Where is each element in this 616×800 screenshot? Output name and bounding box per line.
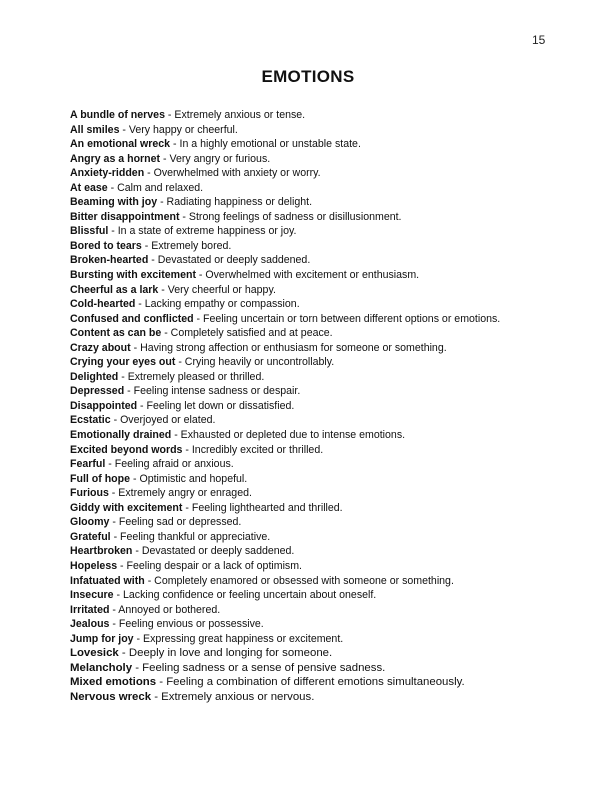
entry-separator: - bbox=[182, 443, 192, 456]
entry-definition: Extremely angry or enraged. bbox=[118, 487, 252, 500]
entry-separator: - bbox=[156, 676, 167, 689]
entry-term: At ease bbox=[70, 181, 108, 194]
entry-definition: Expressing great happiness or excitement. bbox=[143, 632, 344, 645]
entry-term: Bitter disappointment bbox=[70, 210, 180, 223]
entry-definition: Very cheerful or happy. bbox=[167, 283, 276, 296]
entry-separator: - bbox=[195, 269, 206, 282]
entry-definition: Very angry or furious. bbox=[169, 152, 271, 165]
entry-separator: - bbox=[141, 239, 152, 252]
list-item bbox=[70, 268, 610, 283]
list-item bbox=[70, 195, 610, 210]
entry-definition: Deeply in love and longing for someone. bbox=[128, 647, 333, 660]
entry-definition: Feeling let down or dissatisfied. bbox=[146, 399, 295, 412]
list-item bbox=[70, 355, 610, 370]
entry-separator: - bbox=[175, 356, 185, 369]
entry-separator: - bbox=[161, 327, 171, 340]
entry-definition: Lacking empathy or compassion. bbox=[144, 298, 300, 311]
entry-separator: - bbox=[119, 123, 129, 136]
entry-separator: - bbox=[109, 516, 119, 529]
emotions-list bbox=[70, 108, 610, 704]
list-item bbox=[70, 515, 610, 530]
list-item bbox=[70, 312, 610, 327]
list-item bbox=[70, 326, 610, 341]
list-item bbox=[70, 166, 610, 181]
entry-definition: Annoyed or bothered. bbox=[118, 603, 221, 616]
entry-separator: - bbox=[144, 574, 155, 587]
entry-term: Blissful bbox=[70, 225, 109, 238]
entry-separator: - bbox=[182, 501, 192, 514]
entry-term: Heartbroken bbox=[70, 545, 133, 558]
list-item bbox=[70, 501, 610, 516]
list-item bbox=[70, 413, 610, 428]
list-item bbox=[70, 152, 610, 167]
entry-definition: Devastated or deeply saddened. bbox=[157, 254, 311, 267]
entry-separator: - bbox=[132, 545, 142, 558]
entry-definition: Optimistic and hopeful. bbox=[139, 472, 248, 485]
entry-term: Melancholy bbox=[70, 661, 133, 674]
entry-definition: Devastated or deeply saddened. bbox=[141, 545, 295, 558]
entry-term: Cheerful as a lark bbox=[70, 283, 159, 296]
list-item bbox=[70, 544, 610, 559]
entry-term: Disappointed bbox=[70, 399, 138, 412]
entry-term: Cold-hearted bbox=[70, 298, 136, 311]
entry-separator: - bbox=[158, 283, 168, 296]
entry-term: Mixed emotions bbox=[70, 676, 157, 689]
entry-definition: Radiating happiness or delight. bbox=[166, 196, 313, 209]
entry-definition: Feeling a combination of different emotions simultaneously. bbox=[166, 676, 465, 689]
list-item bbox=[70, 457, 610, 472]
entry-term: Insecure bbox=[70, 589, 114, 602]
entry-separator: - bbox=[124, 385, 134, 398]
entry-term: Infatuated with bbox=[70, 574, 145, 587]
entry-separator: - bbox=[132, 661, 143, 674]
list-item bbox=[70, 370, 610, 385]
entry-separator: - bbox=[179, 210, 189, 223]
entry-separator: - bbox=[109, 603, 119, 616]
page-number: 15 bbox=[532, 33, 546, 47]
entry-term: Broken-hearted bbox=[70, 254, 149, 267]
list-item bbox=[70, 297, 610, 312]
entry-definition: Overwhelmed with anxiety or worry. bbox=[153, 167, 321, 180]
entry-separator: - bbox=[164, 109, 175, 121]
entry-term: Jump for joy bbox=[70, 632, 134, 645]
entry-definition: Lacking confidence or feeling uncertain about oneself. bbox=[123, 589, 377, 602]
entry-separator: - bbox=[109, 618, 119, 631]
entry-separator: - bbox=[193, 312, 204, 325]
list-item bbox=[70, 253, 610, 268]
list-item bbox=[70, 646, 610, 661]
entry-definition: Extremely bored. bbox=[151, 239, 232, 252]
entry-definition: Strong feelings of sadness or disillusionment. bbox=[188, 210, 402, 223]
entry-term: Jealous bbox=[70, 618, 110, 631]
entry-term: Irritated bbox=[70, 603, 110, 616]
entry-separator: - bbox=[137, 399, 147, 412]
list-item bbox=[70, 472, 610, 487]
entry-term: A bundle of nerves bbox=[70, 109, 165, 121]
list-item bbox=[70, 603, 610, 618]
entry-definition: Extremely anxious or tense. bbox=[174, 109, 306, 121]
entry-term: Gloomy bbox=[70, 516, 110, 529]
entry-separator: - bbox=[171, 429, 181, 442]
entry-term: Content as can be bbox=[70, 327, 162, 340]
entry-term: Nervous wreck bbox=[70, 690, 152, 703]
entry-definition: Feeling thankful or appreciative. bbox=[120, 530, 271, 543]
entry-term: Beaming with joy bbox=[70, 196, 158, 209]
entry-separator: - bbox=[107, 181, 118, 194]
list-item bbox=[70, 675, 610, 690]
list-item bbox=[70, 428, 610, 443]
entry-definition: Calm and relaxed. bbox=[117, 181, 204, 194]
entry-separator: - bbox=[118, 370, 128, 383]
entry-separator: - bbox=[170, 138, 180, 151]
entry-separator: - bbox=[144, 167, 154, 180]
entry-term: Anxiety-ridden bbox=[70, 167, 145, 180]
list-item bbox=[70, 239, 610, 254]
entry-definition: Overjoyed or elated. bbox=[120, 414, 216, 427]
entry-definition: Feeling uncertain or torn between different options or emotions. bbox=[203, 312, 501, 325]
entry-separator: - bbox=[108, 225, 118, 238]
entry-term: Angry as a hornet bbox=[70, 152, 161, 165]
entry-term: Ecstatic bbox=[70, 414, 111, 427]
entry-separator: - bbox=[130, 472, 140, 485]
entry-term: Bursting with excitement bbox=[70, 269, 196, 282]
entry-definition: Feeling sad or depressed. bbox=[118, 516, 242, 529]
list-item bbox=[70, 486, 610, 501]
list-item bbox=[70, 690, 610, 705]
entry-definition: In a state of extreme happiness or joy. bbox=[117, 225, 297, 238]
entry-separator: - bbox=[135, 298, 145, 311]
list-item bbox=[70, 384, 610, 399]
entry-separator: - bbox=[105, 458, 115, 471]
list-item bbox=[70, 632, 610, 647]
entry-term: Confused and conflicted bbox=[70, 312, 194, 325]
list-item bbox=[70, 399, 610, 414]
entry-definition: Feeling lighthearted and thrilled. bbox=[191, 501, 343, 514]
list-item bbox=[70, 224, 610, 239]
entry-separator: - bbox=[118, 647, 129, 660]
entry-term: Fearful bbox=[70, 458, 106, 471]
list-item bbox=[70, 137, 610, 152]
entry-term: All smiles bbox=[70, 123, 120, 136]
entry-term: Emotionally drained bbox=[70, 429, 172, 442]
entry-term: Hopeless bbox=[70, 559, 118, 572]
entry-separator: - bbox=[110, 530, 121, 543]
entry-term: Lovesick bbox=[70, 647, 119, 660]
entry-separator: - bbox=[160, 152, 170, 165]
list-item bbox=[70, 617, 610, 632]
list-item bbox=[70, 283, 610, 298]
entry-definition: Completely enamored or obsessed with someone or something. bbox=[154, 574, 454, 587]
entry-separator: - bbox=[157, 196, 167, 209]
list-item bbox=[70, 210, 610, 225]
list-item bbox=[70, 559, 610, 574]
entry-term: Furious bbox=[70, 487, 109, 500]
entry-definition: Feeling intense sadness or despair. bbox=[133, 385, 301, 398]
entry-definition: In a highly emotional or unstable state. bbox=[179, 138, 361, 151]
entry-definition: Feeling envious or possessive. bbox=[118, 618, 264, 631]
entry-term: Excited beyond words bbox=[70, 443, 183, 456]
entry-separator: - bbox=[117, 559, 127, 572]
entry-definition: Crying heavily or uncontrollably. bbox=[184, 356, 335, 369]
list-item bbox=[70, 181, 610, 196]
entry-term: An emotional wreck bbox=[70, 138, 171, 151]
entry-term: Bored to tears bbox=[70, 239, 142, 252]
entry-term: Depressed bbox=[70, 385, 125, 398]
entry-definition: Feeling despair or a lack of optimism. bbox=[126, 559, 302, 572]
list-item bbox=[70, 530, 610, 545]
entry-term: Crazy about bbox=[70, 341, 131, 354]
entry-term: Grateful bbox=[70, 530, 111, 543]
list-item bbox=[70, 443, 610, 458]
entry-separator: - bbox=[113, 589, 123, 602]
entry-term: Giddy with excitement bbox=[70, 501, 183, 514]
list-item bbox=[70, 661, 610, 676]
entry-definition: Extremely pleased or thrilled. bbox=[127, 370, 265, 383]
list-item bbox=[70, 588, 610, 603]
entry-definition: Feeling sadness or a sense of pensive sadness. bbox=[142, 661, 386, 674]
entry-term: Full of hope bbox=[70, 472, 131, 485]
entry-definition: Feeling afraid or anxious. bbox=[114, 458, 234, 471]
entry-separator: - bbox=[133, 632, 143, 645]
list-item bbox=[70, 574, 610, 589]
entry-separator: - bbox=[151, 690, 162, 703]
page-title: EMOTIONS bbox=[261, 67, 355, 86]
entry-separator: - bbox=[148, 254, 158, 267]
entry-definition: Exhausted or depleted due to intense emotions. bbox=[180, 429, 406, 442]
entry-definition: Having strong affection or enthusiasm for someone or something. bbox=[140, 341, 447, 354]
entry-separator: - bbox=[108, 487, 119, 500]
entry-definition: Completely satisfied and at peace. bbox=[170, 327, 333, 340]
entry-definition: Extremely anxious or nervous. bbox=[161, 690, 315, 703]
entry-separator: - bbox=[130, 341, 141, 354]
entry-term: Delighted bbox=[70, 370, 119, 383]
list-item bbox=[70, 341, 610, 356]
entry-separator: - bbox=[110, 414, 121, 427]
entry-definition: Very happy or cheerful. bbox=[128, 123, 238, 136]
entry-term: Crying your eyes out bbox=[70, 356, 176, 369]
list-item bbox=[70, 123, 610, 138]
entry-definition: Overwhelmed with excitement or enthusiasm. bbox=[205, 269, 420, 282]
entry-definition: Incredibly excited or thrilled. bbox=[191, 443, 324, 456]
list-item bbox=[70, 108, 610, 123]
